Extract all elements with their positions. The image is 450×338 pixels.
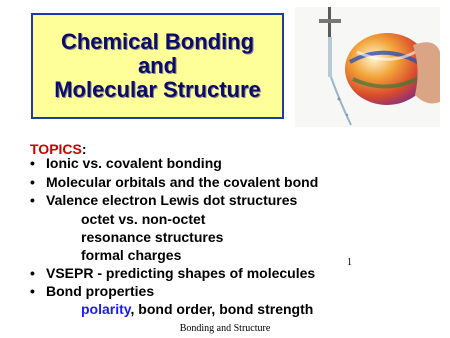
list-item <box>30 155 222 171</box>
list-item-text: VSEPR - predicting shapes of molecules <box>46 265 316 281</box>
page-number: 1 <box>347 257 352 268</box>
list-item <box>30 192 297 208</box>
bond-props-rest: , bond order, bond strength <box>130 301 314 317</box>
bullet-icon: • <box>30 192 35 208</box>
sub-item: formal charges <box>81 247 182 263</box>
title-line-3: Molecular Structure <box>54 77 261 102</box>
bullet-icon: • <box>30 265 35 281</box>
balloon-photo <box>295 7 440 127</box>
balloon-photo-illustration <box>295 7 440 127</box>
footer-text: Bonding and Structure <box>179 323 271 334</box>
bullet-icon: • <box>30 283 35 299</box>
sub-item-bond-properties <box>30 301 313 317</box>
bullet-icon: • <box>30 174 35 190</box>
topics-colon: : <box>81 141 87 157</box>
bullet-icon: • <box>30 155 35 171</box>
list-item-text: Bond properties <box>46 283 155 299</box>
title-line-1: Chemical Bonding <box>60 29 255 54</box>
sub-item: octet vs. non-octet <box>81 211 206 227</box>
list-item-text: Molecular orbitals and the covalent bond <box>46 174 319 190</box>
list-item-text: Ionic vs. covalent bonding <box>46 155 222 171</box>
topics-label: TOPICS <box>30 141 82 157</box>
list-item <box>30 283 154 299</box>
list-item <box>30 265 315 281</box>
list-item-text: Valence electron Lewis dot structures <box>46 192 298 208</box>
polarity-text: polarity <box>81 301 131 317</box>
title-box <box>31 13 284 119</box>
title-line-2: and <box>137 53 178 78</box>
list-item <box>30 174 318 190</box>
sub-item: resonance structures <box>81 229 224 245</box>
